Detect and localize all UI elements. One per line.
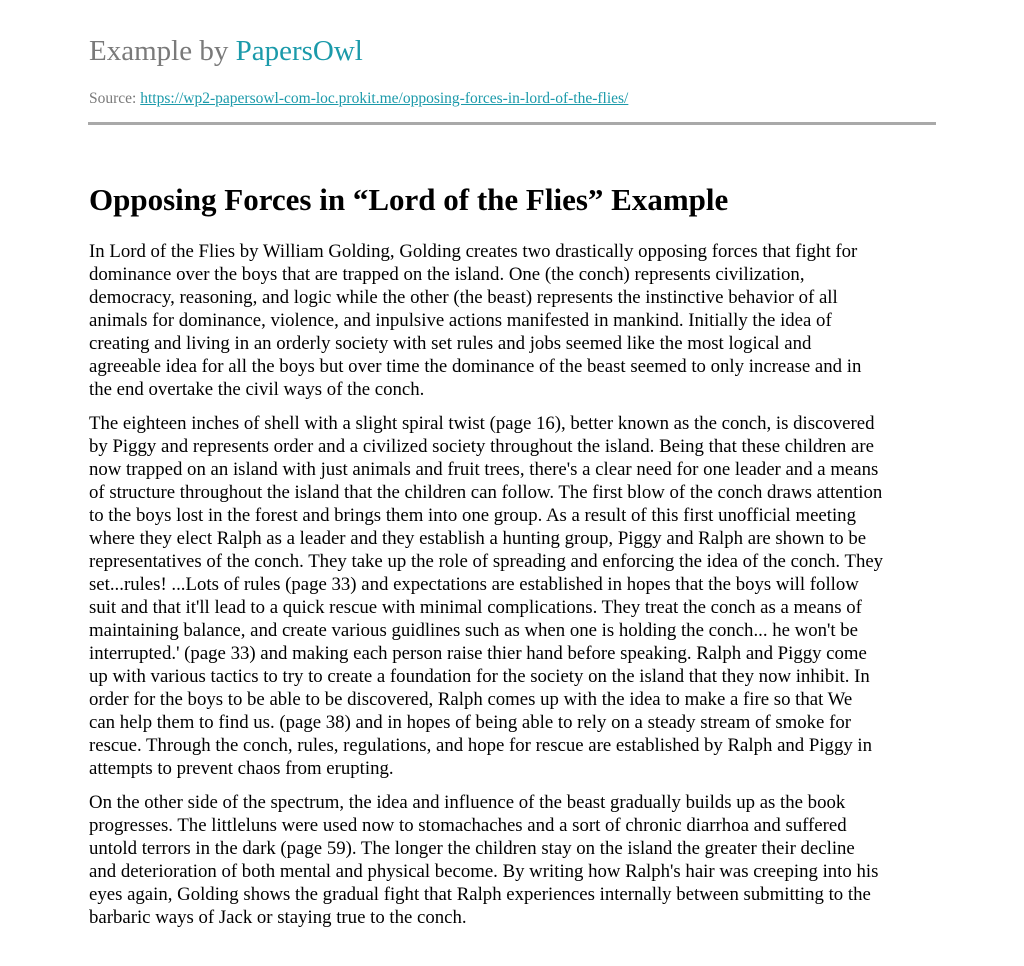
paragraph-line: suit and that it'll lead to a quick rescue with minimal complications. They treat the conch as a means of (89, 597, 862, 618)
article-body (89, 240, 939, 940)
paragraph-line: maintaining balance, and create various guidlines such as when one is holding the conch... he won't be (89, 620, 859, 641)
paragraph-line: creating and living in an orderly society with set rules and jobs seemed like the most logical and (89, 333, 812, 354)
paragraph-line: of structure throughout the island that the children can follow. The first blow of the conch draws attention (89, 482, 883, 503)
paragraph-line: to the boys lost in the forest and brings them into one group. As a result of this first unofficial meeting (89, 505, 856, 526)
brand-prefix: Example by (89, 35, 229, 67)
article-title: Opposing Forces in “Lord of the Flies” Example (89, 182, 729, 217)
brand-header (89, 33, 363, 69)
paragraph-line: by Piggy and represents order and a civilized society throughout the island. Being that these children are (89, 436, 874, 457)
paragraph-line: progresses. The littleluns were used now to stomachaches and a sort of chronic diarrhoa and suffered (89, 815, 847, 836)
paragraph-line: dominance over the boys that are trapped on the island. One (the conch) represents civilization, (89, 264, 805, 285)
paragraph-line: The eighteen inches of shell with a slight spiral twist (page 16), better known as the conch, is discovered (89, 413, 875, 434)
source-link[interactable]: https://wp2-papersowl-com-loc.prokit.me/opposing-forces-in-lord-of-the-flies/ (140, 90, 629, 107)
paragraph-line: up with various tactics to try to create a foundation for the society on the island that they now inhibit. In (89, 666, 870, 687)
paragraph-line: attempts to prevent chaos from erupting. (89, 758, 394, 779)
paragraph-line: representatives of the conch. They take up the role of spreading and enforcing the idea of the conch. They (89, 551, 884, 572)
paragraph-line: can help them to find us. (page 38) and in hopes of being able to rely on a steady stream of smoke for (89, 712, 851, 733)
header-divider (88, 122, 936, 125)
paragraph-line: barbaric ways of Jack or staying true to the conch. (89, 907, 467, 928)
paragraph-line: the end overtake the civil ways of the conch. (89, 379, 425, 400)
paragraph-line: In Lord of the Flies by William Golding, Golding creates two drastically opposing forces that fight for (89, 241, 858, 262)
paragraph-line: interrupted.' (page 33) and making each person raise thier hand before speaking. Ralph and Piggy come (89, 643, 867, 664)
paragraph-1 (89, 240, 939, 401)
paragraph-line: and deterioration of both mental and physical become. By writing how Ralph's hair was creeping into his (89, 861, 879, 882)
paragraph-line: On the other side of the spectrum, the idea and influence of the beast gradually builds up as the book (89, 792, 846, 813)
paragraph-line: agreeable idea for all the boys but over time the dominance of the beast seemed to only increase and in (89, 356, 862, 377)
paragraph-line: set...rules! ...Lots of rules (page 33) and expectations are established in hopes that the boys will follow (89, 574, 859, 595)
source-line (89, 89, 628, 109)
paragraph-line: order for the boys to be able to be discovered, Ralph comes up with the idea to make a fire so that We (89, 689, 853, 710)
paragraph-line: now trapped on an island with just animals and fruit trees, there's a clear need for one leader and a means (89, 459, 879, 480)
paragraph-line: untold terrors in the dark (page 59). The longer the children stay on the island the greater their decline (89, 838, 855, 859)
paragraph-line: animals for dominance, violence, and inpulsive actions manifested in mankind. Initially the idea of (89, 310, 832, 331)
paragraph-line: eyes again, Golding shows the gradual fight that Ralph experiences internally between submitting to the (89, 884, 871, 905)
paragraph-line: where they elect Ralph as a leader and they establish a hunting group, Piggy and Ralph are shown to be (89, 528, 867, 549)
paragraph-line: democracy, reasoning, and logic while the other (the beast) represents the instinctive behavior of all (89, 287, 838, 308)
paragraph-line: rescue. Through the conch, rules, regulations, and hope for rescue are established by Ralph and Piggy in (89, 735, 873, 756)
paragraph-2 (89, 412, 939, 780)
paragraph-3 (89, 791, 939, 929)
brand-name[interactable]: PapersOwl (235, 35, 363, 67)
source-label: Source: (89, 90, 137, 107)
